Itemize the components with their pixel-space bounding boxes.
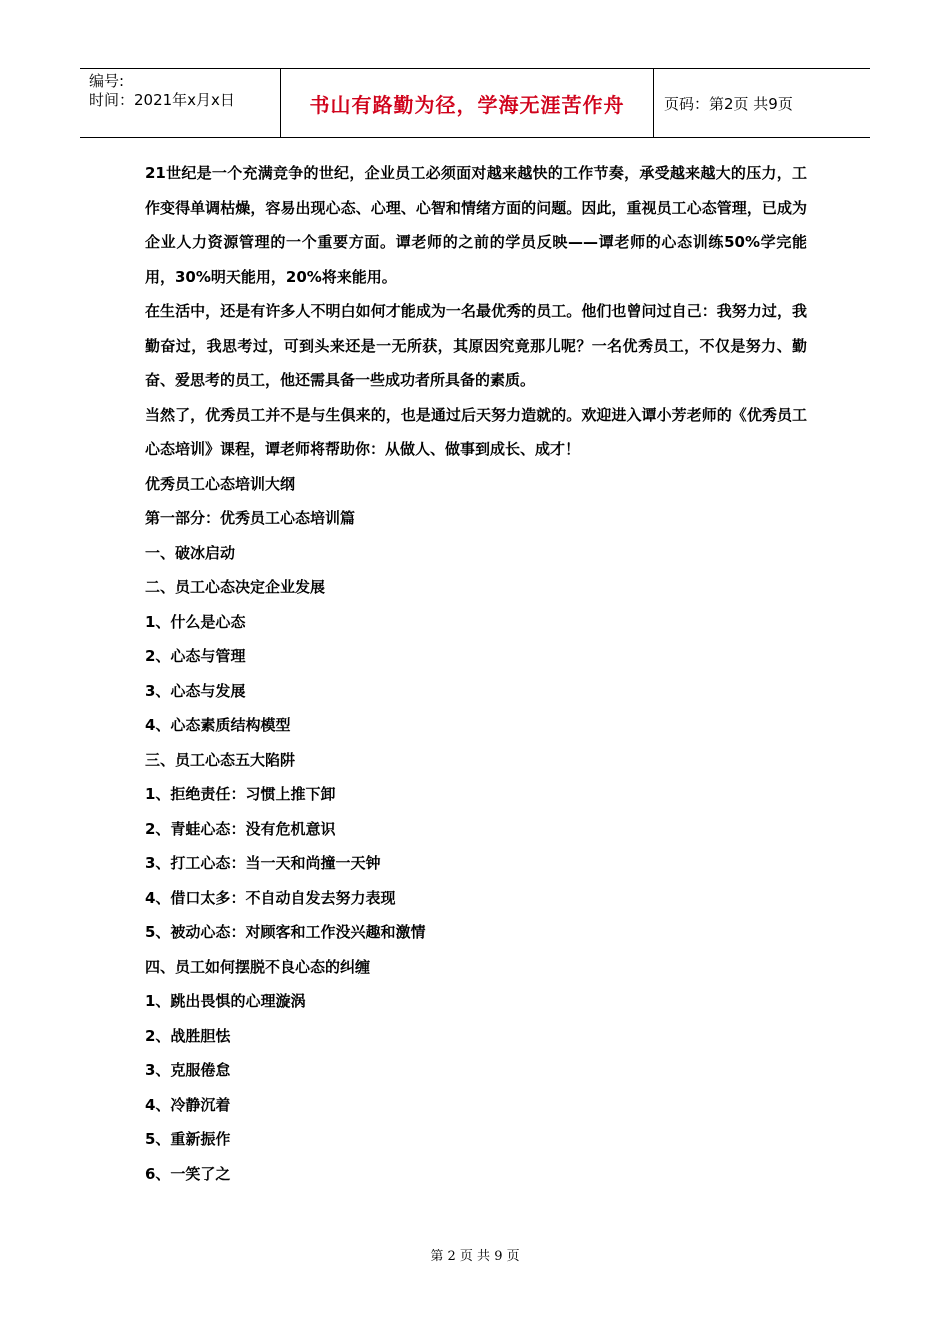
- outline-item: 6、一笑了之: [145, 1164, 231, 1183]
- date-label: 时间：2021年x月x日: [89, 91, 235, 109]
- outline-item: 4、心态素质结构模型: [145, 716, 291, 734]
- outline-item: 5、被动心态：对顾客和工作没兴趣和激情: [145, 923, 426, 941]
- header-motto-cell: [281, 69, 654, 137]
- body-paragraph: 在生活中，还是有许多人不明白如何才能成为一名最优秀的员工。他们也曾问过自己：我努力过，我勤奋过，我思考过，可到头来还是一无所获，其原因究竟那儿呢？一名优秀员工，不仅是努力、勤奋、爱思考的员工，他还需具备一些成功者所具备的素质。: [145, 302, 807, 389]
- intro-paragraph: 21世纪是一个充满竞争的世纪，企业员工必须面对越来越快的工作节奏，承受越来越大的压力，工作变得单调枯燥，容易出现心态、心理、心智和情绪方面的问题。因此，重视员工心态管理，已成为企业人力资源管理的一个重要方面。谭老师的之前的学员反映——谭老师的心态训练50%学完能用，30%明天能用，20%将来能用。: [145, 164, 807, 286]
- outline-part-heading: 第一部分：优秀员工心态培训篇: [145, 509, 356, 527]
- outline-title: 优秀员工心态培训大纲: [145, 474, 296, 493]
- outline-item: 2、心态与管理: [145, 647, 246, 665]
- outline-section-heading: 一、破冰启动: [145, 543, 236, 562]
- outline-item: 4、冷静沉着: [145, 1095, 231, 1114]
- outline-section-heading: 二、员工心态决定企业发展: [145, 578, 326, 596]
- outline-item: 2、战胜胆怯: [145, 1026, 231, 1045]
- outline-item: 3、打工心态：当一天和尚撞一天钟: [145, 854, 381, 872]
- outline-item: 3、心态与发展: [145, 681, 246, 700]
- outline-section-heading: 四、员工如何摆脱不良心态的纠缠: [145, 957, 371, 976]
- outline-item: 5、重新振作: [145, 1130, 231, 1148]
- body-paragraph: 当然了，优秀员工并不是与生俱来的，也是通过后天努力造就的。欢迎进入谭小芳老师的《优秀员工心态培训》课程，谭老师将帮助你：从做人、做事到成长、成才！: [145, 405, 807, 458]
- outline-item: 3、克服倦怠: [145, 1061, 231, 1079]
- outline-item: 1、跳出畏惧的心理漩涡: [145, 992, 306, 1010]
- header-page-cell: [654, 69, 870, 137]
- page-footer: [0, 1245, 950, 1264]
- document-body: [145, 156, 807, 1191]
- page-header: [80, 68, 870, 138]
- outline-item: 2、青蛙心态：没有危机意识: [145, 819, 336, 838]
- motto-text: 书山有路勤为径，学海无涯苦作舟: [309, 92, 625, 117]
- outline-item: 4、借口太多：不自动自发去努力表现: [145, 888, 396, 907]
- outline-item: 1、拒绝责任：习惯上推下卸: [145, 785, 336, 803]
- footer-page-number: 第 2 页 共 9 页: [430, 1249, 520, 1264]
- header-page-number: 页码：第2页 共9页: [664, 94, 793, 113]
- header-meta-cell: [80, 69, 281, 137]
- outline-item: 1、什么是心态: [145, 612, 246, 631]
- outline-section-heading: 三、员工心态五大陷阱: [145, 750, 296, 769]
- serial-number-label: 编号:: [89, 72, 125, 90]
